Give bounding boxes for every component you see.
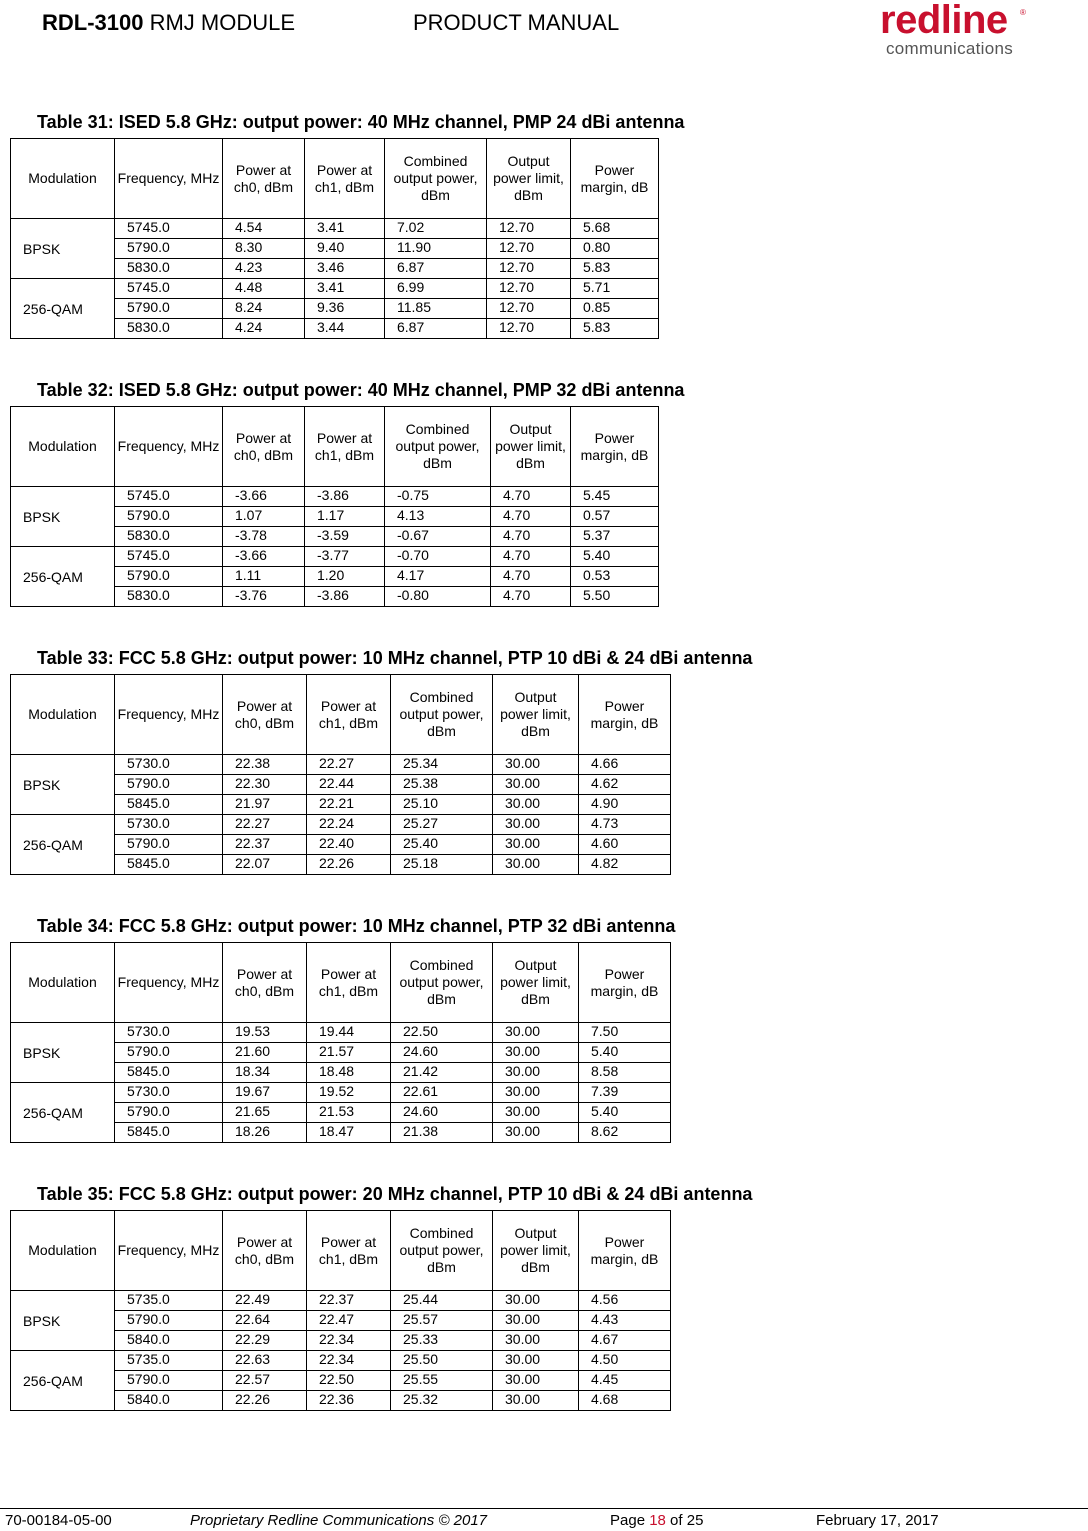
footer-date: February 17, 2017 (816, 1512, 939, 1529)
column-header: Power margin, dB (571, 407, 659, 487)
table-cell: 4.82 (579, 855, 671, 875)
footer-page-suffix: of 25 (665, 1512, 704, 1529)
table-cell: 8.30 (223, 239, 305, 259)
column-header: Power at ch1, dBm (307, 943, 391, 1023)
table-cell: 5845.0 (115, 795, 223, 815)
table-title: Table 31: ISED 5.8 GHz: output power: 40 MHz channel, PMP 24 dBi antenna (37, 112, 685, 132)
table-cell: 5735.0 (115, 1291, 223, 1311)
table-cell: 21.53 (307, 1103, 391, 1123)
column-header: Frequency, MHz (115, 675, 223, 755)
table-cell: 30.00 (493, 855, 579, 875)
footer-divider (0, 1508, 1088, 1509)
table-cell: 30.00 (493, 795, 579, 815)
table-cell: 5.37 (571, 527, 659, 547)
table-cell: -3.86 (305, 587, 385, 607)
table-cell: 4.54 (223, 219, 305, 239)
table-cell: 5790.0 (115, 239, 223, 259)
modulation-cell: BPSK (11, 487, 115, 547)
table-cell: 30.00 (493, 1023, 579, 1043)
table-cell: 6.87 (385, 259, 487, 279)
table-cell: 25.32 (391, 1391, 493, 1411)
table-cell: 22.34 (307, 1351, 391, 1371)
table-cell: -3.77 (305, 547, 385, 567)
table-cell: 30.00 (493, 775, 579, 795)
table-cell: 0.85 (571, 299, 659, 319)
table-cell: 3.41 (305, 219, 385, 239)
table-cell: 11.85 (385, 299, 487, 319)
column-header: Power margin, dB (579, 675, 671, 755)
table-cell: 30.00 (493, 1103, 579, 1123)
table-cell: 5790.0 (115, 1311, 223, 1331)
table-row (11, 1083, 671, 1103)
table-cell: 12.70 (487, 239, 571, 259)
table-cell: 5.83 (571, 319, 659, 339)
table-cell: 5790.0 (115, 299, 223, 319)
table-cell: 30.00 (493, 1391, 579, 1411)
table-cell: -3.66 (223, 487, 305, 507)
table-cell: 30.00 (493, 1083, 579, 1103)
table-cell: 9.40 (305, 239, 385, 259)
table-cell: 4.13 (385, 507, 491, 527)
column-header: Power at ch0, dBm (223, 1211, 307, 1291)
table-cell: 30.00 (493, 1331, 579, 1351)
table-cell: 8.24 (223, 299, 305, 319)
column-header: Modulation (11, 1211, 115, 1291)
table-cell: 4.70 (491, 547, 571, 567)
table-cell: 5845.0 (115, 1063, 223, 1083)
table-header-row (11, 1211, 671, 1291)
table-cell: 25.57 (391, 1311, 493, 1331)
table-cell: 18.26 (223, 1123, 307, 1143)
footer-doc-number: 70-00184-05-00 (5, 1512, 112, 1529)
table-cell: 22.64 (223, 1311, 307, 1331)
table-cell: 30.00 (493, 1311, 579, 1331)
footer-copyright: Proprietary Redline Communications © 2017 (190, 1512, 488, 1529)
table-row (11, 755, 671, 775)
column-header: Frequency, MHz (115, 407, 223, 487)
table-cell: 0.53 (571, 567, 659, 587)
table-cell: 4.66 (579, 755, 671, 775)
table-cell: 5845.0 (115, 855, 223, 875)
table-cell: 22.27 (307, 755, 391, 775)
table-cell: 30.00 (493, 1351, 579, 1371)
redline-logo (880, 0, 1030, 57)
column-header: Power at ch1, dBm (305, 139, 385, 219)
table-cell: 22.47 (307, 1311, 391, 1331)
table-cell: 7.39 (579, 1083, 671, 1103)
table-cell: -0.80 (385, 587, 491, 607)
table-cell: 4.70 (491, 587, 571, 607)
column-header: Power at ch0, dBm (223, 139, 305, 219)
table-cell: -3.66 (223, 547, 305, 567)
modulation-cell: 256-QAM (11, 279, 115, 339)
product-module: RMJ MODULE (143, 10, 296, 35)
table-cell: 12.70 (487, 319, 571, 339)
table-header-row (11, 407, 659, 487)
table-title: Table 33: FCC 5.8 GHz: output power: 10 MHz channel, PTP 10 dBi & 24 dBi antenna (37, 648, 753, 668)
table-cell: 25.27 (391, 815, 493, 835)
table-cell: 22.26 (223, 1391, 307, 1411)
column-header: Power margin, dB (571, 139, 659, 219)
table-cell: 22.37 (307, 1291, 391, 1311)
table-cell: 25.33 (391, 1331, 493, 1351)
table-cell: 4.24 (223, 319, 305, 339)
table-cell: 18.34 (223, 1063, 307, 1083)
table-cell: 5745.0 (115, 279, 223, 299)
manual-label: PRODUCT MANUAL (413, 10, 620, 35)
table-cell: 21.97 (223, 795, 307, 815)
table-title: Table 34: FCC 5.8 GHz: output power: 10 MHz channel, PTP 32 dBi antenna (37, 916, 676, 936)
table-cell: 30.00 (493, 835, 579, 855)
table-cell: 5735.0 (115, 1351, 223, 1371)
modulation-cell: 256-QAM (11, 547, 115, 607)
table-cell: 5830.0 (115, 259, 223, 279)
column-header: Combined output power, dBm (391, 1211, 493, 1291)
table-cell: -0.75 (385, 487, 491, 507)
table-cell: 22.36 (307, 1391, 391, 1411)
table-cell: 30.00 (493, 815, 579, 835)
table-cell: 5.83 (571, 259, 659, 279)
table-cell: 6.99 (385, 279, 487, 299)
table-cell: 22.30 (223, 775, 307, 795)
table-cell: 5.45 (571, 487, 659, 507)
product-name (42, 10, 295, 36)
table-cell: 12.70 (487, 279, 571, 299)
table-cell: 21.57 (307, 1043, 391, 1063)
table-cell: 25.18 (391, 855, 493, 875)
column-header: Combined output power, dBm (385, 139, 487, 219)
column-header: Power at ch0, dBm (223, 675, 307, 755)
table-cell: 4.70 (491, 487, 571, 507)
table-cell: 5830.0 (115, 527, 223, 547)
table-header-row (11, 943, 671, 1023)
table-title: Table 35: FCC 5.8 GHz: output power: 20 MHz channel, PTP 10 dBi & 24 dBi antenna (37, 1184, 753, 1204)
table-cell: 4.90 (579, 795, 671, 815)
table-cell: 22.50 (307, 1371, 391, 1391)
table-cell: 5790.0 (115, 1043, 223, 1063)
table-cell: 11.90 (385, 239, 487, 259)
table-cell: 18.48 (307, 1063, 391, 1083)
product-model: RDL-3100 (42, 10, 144, 35)
table-cell: 30.00 (493, 1371, 579, 1391)
logo-wordmark: redline (880, 0, 1008, 42)
table-cell: 19.67 (223, 1083, 307, 1103)
table-cell: 5790.0 (115, 507, 223, 527)
table-cell: 4.17 (385, 567, 491, 587)
column-header: Power margin, dB (579, 943, 671, 1023)
table-cell: 30.00 (493, 1291, 579, 1311)
modulation-cell: BPSK (11, 755, 115, 815)
table-cell: 7.50 (579, 1023, 671, 1043)
table-cell: 5.40 (579, 1043, 671, 1063)
table-cell: 21.60 (223, 1043, 307, 1063)
table-cell: 5730.0 (115, 815, 223, 835)
table-cell: 22.27 (223, 815, 307, 835)
footer-page-current: 18 (649, 1512, 666, 1529)
modulation-cell: 256-QAM (11, 1351, 115, 1411)
table-cell: 19.52 (307, 1083, 391, 1103)
table-row (11, 279, 659, 299)
output-power-table (10, 138, 659, 339)
table-cell: 25.50 (391, 1351, 493, 1371)
column-header: Modulation (11, 139, 115, 219)
table-cell: 4.68 (579, 1391, 671, 1411)
modulation-cell: BPSK (11, 219, 115, 279)
table-cell: 5790.0 (115, 835, 223, 855)
table-cell: 4.45 (579, 1371, 671, 1391)
table-cell: 3.44 (305, 319, 385, 339)
table-cell: 22.24 (307, 815, 391, 835)
table-cell: 25.40 (391, 835, 493, 855)
column-header: Modulation (11, 943, 115, 1023)
table-cell: 30.00 (493, 1043, 579, 1063)
column-header: Modulation (11, 407, 115, 487)
table-cell: 21.42 (391, 1063, 493, 1083)
table-cell: 8.58 (579, 1063, 671, 1083)
table-cell: 22.44 (307, 775, 391, 795)
column-header: Power at ch0, dBm (223, 407, 305, 487)
table-cell: 22.61 (391, 1083, 493, 1103)
table-title: Table 32: ISED 5.8 GHz: output power: 40 MHz channel, PMP 32 dBi antenna (37, 380, 685, 400)
table-cell: 5845.0 (115, 1123, 223, 1143)
column-header: Combined output power, dBm (391, 943, 493, 1023)
modulation-cell: BPSK (11, 1291, 115, 1351)
column-header: Output power limit, dBm (487, 139, 571, 219)
table-cell: 12.70 (487, 219, 571, 239)
column-header: Frequency, MHz (115, 139, 223, 219)
footer-page (610, 1512, 703, 1529)
table-cell: 5.40 (571, 547, 659, 567)
table-cell: 21.38 (391, 1123, 493, 1143)
table-header-row (11, 139, 659, 219)
table-cell: 3.46 (305, 259, 385, 279)
table-cell: 1.20 (305, 567, 385, 587)
table-cell: 22.29 (223, 1331, 307, 1351)
table-cell: 5830.0 (115, 587, 223, 607)
table-cell: 25.44 (391, 1291, 493, 1311)
table-cell: 8.62 (579, 1123, 671, 1143)
column-header: Output power limit, dBm (493, 1211, 579, 1291)
table-row (11, 1291, 671, 1311)
table-cell: 22.40 (307, 835, 391, 855)
table-cell: 12.70 (487, 299, 571, 319)
table-cell: 22.57 (223, 1371, 307, 1391)
table-cell: 4.60 (579, 835, 671, 855)
table-row (11, 1351, 671, 1371)
table-cell: -3.76 (223, 587, 305, 607)
table-cell: -3.59 (305, 527, 385, 547)
table-cell: 24.60 (391, 1043, 493, 1063)
table-cell: 5.40 (579, 1103, 671, 1123)
logo-subtitle: communications (886, 39, 1014, 58)
table-cell: 25.55 (391, 1371, 493, 1391)
column-header: Frequency, MHz (115, 1211, 223, 1291)
column-header: Output power limit, dBm (493, 675, 579, 755)
footer-page-prefix: Page (610, 1512, 650, 1529)
table-cell: 5745.0 (115, 487, 223, 507)
table-row (11, 1023, 671, 1043)
table-cell: 22.07 (223, 855, 307, 875)
table-row (11, 815, 671, 835)
table-cell: 4.43 (579, 1311, 671, 1331)
column-header: Output power limit, dBm (493, 943, 579, 1023)
column-header: Modulation (11, 675, 115, 755)
table-cell: 1.07 (223, 507, 305, 527)
table-row (11, 487, 659, 507)
table-cell: 22.37 (223, 835, 307, 855)
table-cell: 22.21 (307, 795, 391, 815)
table-cell: 5730.0 (115, 755, 223, 775)
table-cell: 30.00 (493, 755, 579, 775)
table-cell: 25.38 (391, 775, 493, 795)
table-cell: 4.62 (579, 775, 671, 795)
column-header: Power at ch1, dBm (305, 407, 385, 487)
table-cell: 22.50 (391, 1023, 493, 1043)
table-cell: 25.34 (391, 755, 493, 775)
table-cell: 3.41 (305, 279, 385, 299)
table-cell: 5.68 (571, 219, 659, 239)
table-cell: 22.26 (307, 855, 391, 875)
table-cell: 4.67 (579, 1331, 671, 1351)
table-cell: 25.10 (391, 795, 493, 815)
table-cell: -3.86 (305, 487, 385, 507)
column-header: Combined output power, dBm (391, 675, 493, 755)
table-cell: 22.34 (307, 1331, 391, 1351)
table-cell: 5790.0 (115, 775, 223, 795)
table-cell: 5.50 (571, 587, 659, 607)
table-cell: 1.11 (223, 567, 305, 587)
table-cell: 18.47 (307, 1123, 391, 1143)
table-cell: 5745.0 (115, 547, 223, 567)
table-cell: 30.00 (493, 1123, 579, 1143)
table-cell: 0.80 (571, 239, 659, 259)
table-cell: 19.44 (307, 1023, 391, 1043)
table-cell: 4.50 (579, 1351, 671, 1371)
table-cell: 5790.0 (115, 1371, 223, 1391)
table-cell: -3.78 (223, 527, 305, 547)
table-cell: 5745.0 (115, 219, 223, 239)
table-header-row (11, 675, 671, 755)
table-cell: 24.60 (391, 1103, 493, 1123)
table-cell: 4.23 (223, 259, 305, 279)
output-power-table (10, 942, 671, 1143)
column-header: Power at ch0, dBm (223, 943, 307, 1023)
table-row (11, 547, 659, 567)
table-cell: 9.36 (305, 299, 385, 319)
table-cell: 4.70 (491, 527, 571, 547)
table-cell: 5730.0 (115, 1083, 223, 1103)
output-power-table (10, 1210, 671, 1411)
table-cell: 5840.0 (115, 1331, 223, 1351)
column-header: Frequency, MHz (115, 943, 223, 1023)
table-cell: 1.17 (305, 507, 385, 527)
table-cell: -0.67 (385, 527, 491, 547)
output-power-table (10, 674, 671, 875)
table-row (11, 219, 659, 239)
column-header: Power at ch1, dBm (307, 675, 391, 755)
table-cell: 22.49 (223, 1291, 307, 1311)
table-cell: 4.56 (579, 1291, 671, 1311)
column-header: Power margin, dB (579, 1211, 671, 1291)
table-cell: 6.87 (385, 319, 487, 339)
table-cell: 5790.0 (115, 567, 223, 587)
table-cell: 30.00 (493, 1063, 579, 1083)
table-cell: 4.73 (579, 815, 671, 835)
table-cell: 12.70 (487, 259, 571, 279)
table-cell: 22.63 (223, 1351, 307, 1371)
table-cell: 7.02 (385, 219, 487, 239)
column-header: Output power limit, dBm (491, 407, 571, 487)
table-cell: 5.71 (571, 279, 659, 299)
table-cell: 4.70 (491, 507, 571, 527)
modulation-cell: 256-QAM (11, 1083, 115, 1143)
table-cell: 5840.0 (115, 1391, 223, 1411)
table-cell: -0.70 (385, 547, 491, 567)
table-cell: 5730.0 (115, 1023, 223, 1043)
table-cell: 22.38 (223, 755, 307, 775)
table-cell: 4.48 (223, 279, 305, 299)
table-cell: 19.53 (223, 1023, 307, 1043)
output-power-table (10, 406, 659, 607)
modulation-cell: BPSK (11, 1023, 115, 1083)
table-cell: 0.57 (571, 507, 659, 527)
table-cell: 4.70 (491, 567, 571, 587)
table-cell: 21.65 (223, 1103, 307, 1123)
table-cell: 5790.0 (115, 1103, 223, 1123)
column-header: Combined output power, dBm (385, 407, 491, 487)
column-header: Power at ch1, dBm (307, 1211, 391, 1291)
modulation-cell: 256-QAM (11, 815, 115, 875)
table-cell: 5830.0 (115, 319, 223, 339)
logo-registered-mark: ® (1020, 8, 1026, 17)
